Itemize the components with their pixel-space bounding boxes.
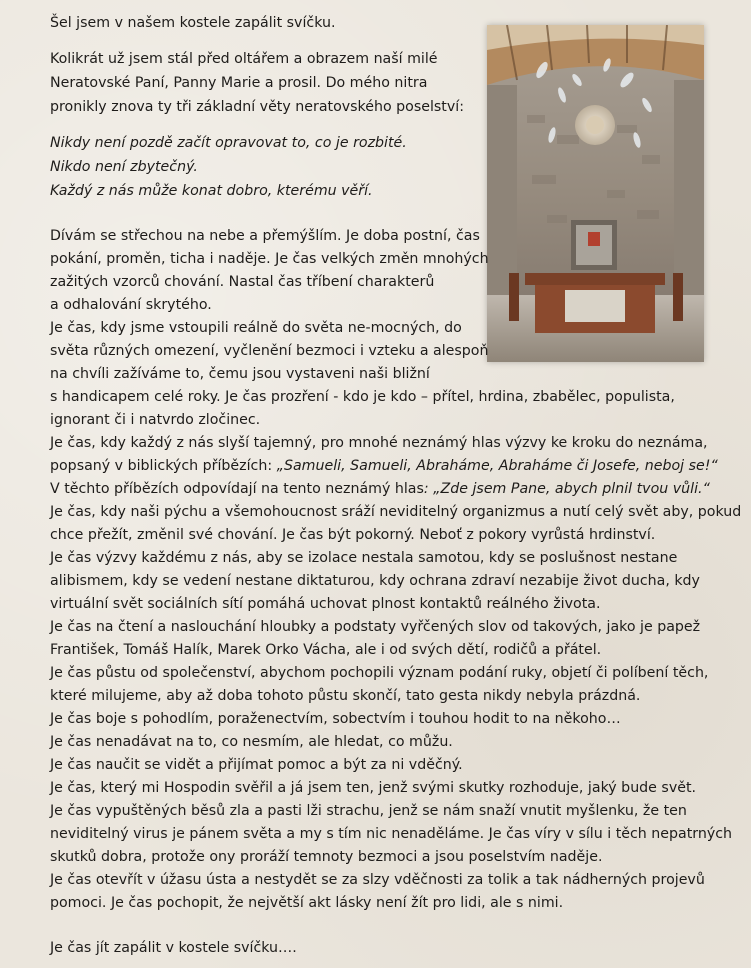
text-line [50, 548, 677, 568]
text-run: světa různých omezení, vyčlenění bezmoci i vzteku a alespoň [50, 343, 489, 359]
text-line [50, 893, 563, 913]
text-line [50, 617, 700, 637]
text-line [50, 571, 700, 591]
text-run: Kolikrát už jsem stál před oltářem a obrazem naší milé [50, 51, 438, 67]
text-line [50, 181, 373, 201]
text-line [50, 456, 718, 476]
text-run: neviditelný virus je pánem světa a my s tím nic nenaděláme. Je čas víry v sílu i těch nepatrných [50, 826, 733, 842]
text-line [50, 938, 297, 958]
text-run: alibismem, kdy se vedení nestane diktaturou, kdy ochrana zdraví nezabije život ducha, kdy [50, 573, 700, 589]
text-line [50, 663, 708, 683]
text-line [50, 97, 464, 117]
text-line [50, 410, 260, 430]
text-run: ignorant či i natvrdo zločinec. [50, 412, 261, 428]
text-run: Dívám se střechou na nebe a přemýšlím. Je doba postní, čas [50, 228, 480, 244]
text-line [50, 732, 453, 752]
text-run: které milujeme, aby až doba tohoto půstu skončí, tato gesta nikdy nebyla prázdná. [50, 688, 641, 704]
text-line [50, 249, 489, 269]
text-run: Šel jsem v našem kostele zapálit svíčku. [50, 15, 336, 31]
text-run: Je čas boje s pohodlím, poraženectvím, sobectvím i touhou hodit to na někoho… [50, 711, 621, 727]
text-line [50, 686, 640, 706]
text-line [50, 433, 708, 453]
text-line [50, 272, 434, 292]
text-line [50, 157, 198, 177]
text-line [50, 824, 732, 844]
text-run: pomoci. Je čas pochopit, že největší akt lásky není žít pro lidi, ale s nimi. [50, 895, 564, 911]
text-run: pronikly znova ty tři základní věty neratovského poselství: [50, 99, 464, 115]
text-run: s handicapem celé roky. Je čas prozření - kdo je kdo – přítel, hrdina, zbabělec, populista, [50, 389, 675, 405]
text-line [50, 801, 687, 821]
text-line [50, 133, 407, 153]
text-run: František, Tomáš Halík, Marek Orko Vácha, ale i od svých dětí, rodičů a přátel. [50, 642, 602, 658]
text-run: pokání, proměn, ticha i naděje. Je čas velkých změn mnohých [50, 251, 489, 267]
church-altar-photo [487, 25, 704, 362]
text-run-italic: : „Zde jsem Pane, abych plnil tvou vůli.“ [423, 481, 710, 497]
text-line [50, 870, 705, 890]
text-line [50, 709, 621, 729]
text-run: skutků dobra, protože ony proráží temnoty bezmoci a jsou poselstvím naděje. [50, 849, 603, 865]
text-line [50, 364, 430, 384]
text-run: zažitých vzorců chování. Nastal čas tříbení charakterů [50, 274, 435, 290]
text-line [50, 847, 602, 867]
text-run: Nikdy není pozdě začít opravovat to, co je rozbité. [50, 135, 407, 151]
text-run: Je čas na čtení a naslouchání hloubky a podstaty vyřčených slov od takových, jako je papež [50, 619, 701, 635]
altar-photo-image [487, 25, 704, 362]
text-line [50, 341, 488, 361]
text-run: Je čas výzvy každému z nás, aby se izolace nestala samotou, kdy se poslušnost nestane [50, 550, 678, 566]
text-run: Je čas, který mi Hospodin svěřil a já jsem ten, jenž svými skutky rozhoduje, jaký bude svět. [50, 780, 697, 796]
text-run: a odhalování skrytého. [50, 297, 212, 313]
text-line [50, 387, 675, 407]
text-line [50, 226, 480, 246]
text-run: Je čas jít zapálit v kostele svíčku…. [50, 940, 297, 956]
text-run: virtuální svět sociálních sítí pomáhá uchovat plnost kontaktů reálného života. [50, 596, 601, 612]
text-run: popsaný v biblických příbězích: [50, 458, 277, 474]
text-line [50, 49, 438, 69]
text-line [50, 73, 427, 93]
text-line [50, 640, 601, 660]
text-line [50, 479, 710, 499]
text-line [50, 295, 212, 315]
text-run: Je čas otevřít v úžasu ústa a nestydět se za slzy vděčnosti za tolik a tak nádherných projevů [50, 872, 705, 888]
text-line [50, 778, 696, 798]
text-run: Je čas, kdy naši pýchu a všemohoucnost sráží neviditelný organizmus a nutí celý svět aby, pokud [50, 504, 742, 520]
text-run: chce přežít, změnil své chování. Je čas být pokorný. Neboť z pokory vyrůstá hrdinství. [50, 527, 656, 543]
text-run: Neratovské Paní, Panny Marie a prosil. Do mého nitra [50, 75, 428, 91]
text-run: na chvíli zažíváme to, čemu jsou vystaveni naši bližní [50, 366, 430, 382]
text-line [50, 525, 655, 545]
text-run: Je čas vypuštěných běsů zla a pasti lži strachu, jenž se nám snaží vnutit myšlenku, že ten [50, 803, 687, 819]
text-run: Nikdo není zbytečný. [50, 159, 198, 175]
text-run: Je čas půstu od společenství, abychom pochopili význam podání ruky, objetí či políbení těch, [50, 665, 709, 681]
text-run: V těchto příbězích odpovídají na tento neznámý hlas [50, 481, 424, 497]
text-line [50, 502, 741, 522]
text-run: Je čas, kdy jsme vstoupili reálně do světa ne-mocných, do [50, 320, 462, 336]
text-line [50, 13, 335, 33]
text-run-italic: „Samueli, Samueli, Abraháme, Abraháme či Josefe, neboj se!“ [276, 458, 718, 474]
text-run: Je čas nenadávat na to, co nesmím, ale hledat, co můžu. [50, 734, 453, 750]
text-run: Je čas, kdy každý z nás slyší tajemný, pro mnohé neznámý hlas výzvy ke kroku do neznáma, [50, 435, 708, 451]
text-line [50, 755, 463, 775]
text-line [50, 318, 462, 338]
text-run: Každý z nás může konat dobro, kterému věří. [50, 183, 373, 199]
text-run: Je čas naučit se vidět a přijímat pomoc a být za ni vděčný. [50, 757, 463, 773]
text-line [50, 594, 600, 614]
